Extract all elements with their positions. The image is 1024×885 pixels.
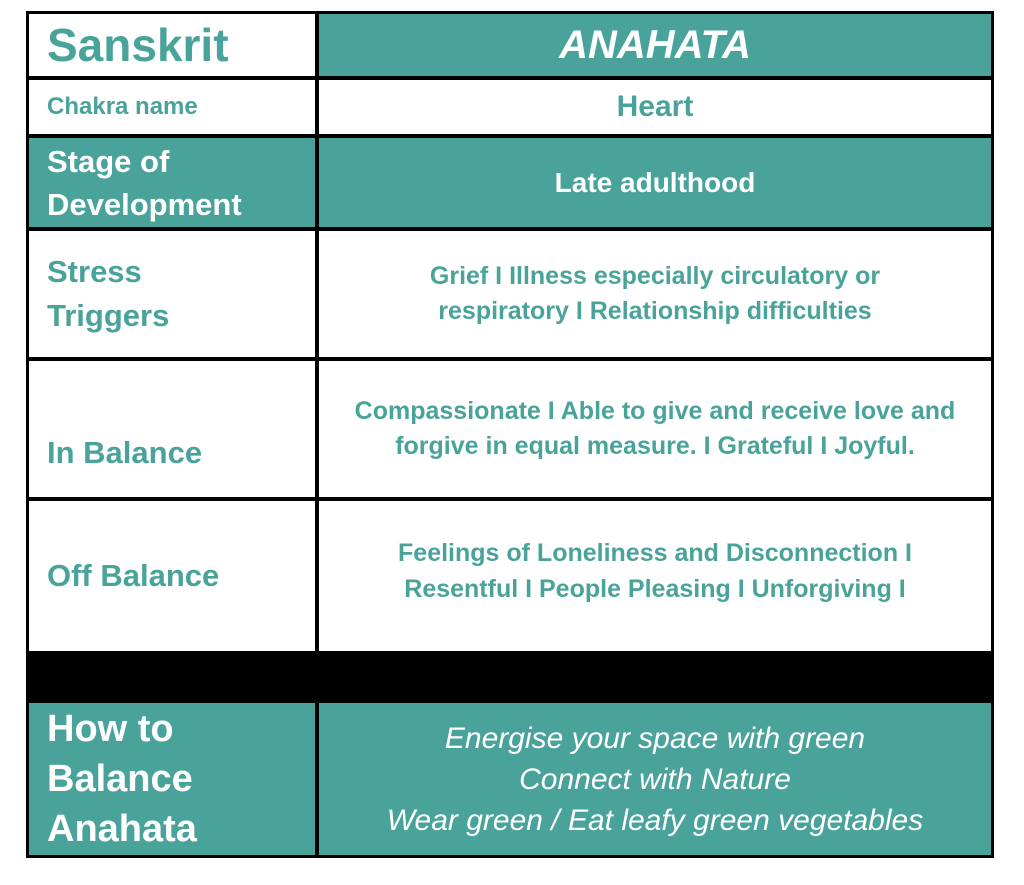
chakra-name-label: Chakra name [29,80,315,134]
stage-value: Late adulthood [319,138,991,227]
divider-bar [26,652,994,703]
off-balance-label: Off Balance [29,501,315,651]
in-balance-label: In Balance [29,361,315,497]
stage-label: Stage of Development [29,138,315,227]
chakra-table [26,11,994,858]
stress-label: Stress Triggers [29,231,315,357]
stress-value: Grief I Illness especially circulatory or respiratory I Relationship difficulties [319,231,991,357]
how-to-list [319,703,991,855]
how-to-line: Wear green / Eat leafy green vegetables [386,803,924,837]
in-balance-value: Compassionate I Able to give and receive love and forgive in equal measure. I Grateful I Joyful. [319,361,991,497]
sanskrit-value: ANAHATA [319,14,991,76]
how-to-line: Energise your space with green [444,721,866,755]
sanskrit-label: Sanskrit [29,14,315,76]
how-to-label: How to Balance Anahata [29,703,315,855]
off-balance-value: Feelings of Loneliness and Disconnection I Resentful I People Pleasing I Unforgiving I [319,501,991,651]
how-to-line: Connect with Nature [519,762,791,796]
chakra-name-value: Heart [319,80,991,134]
